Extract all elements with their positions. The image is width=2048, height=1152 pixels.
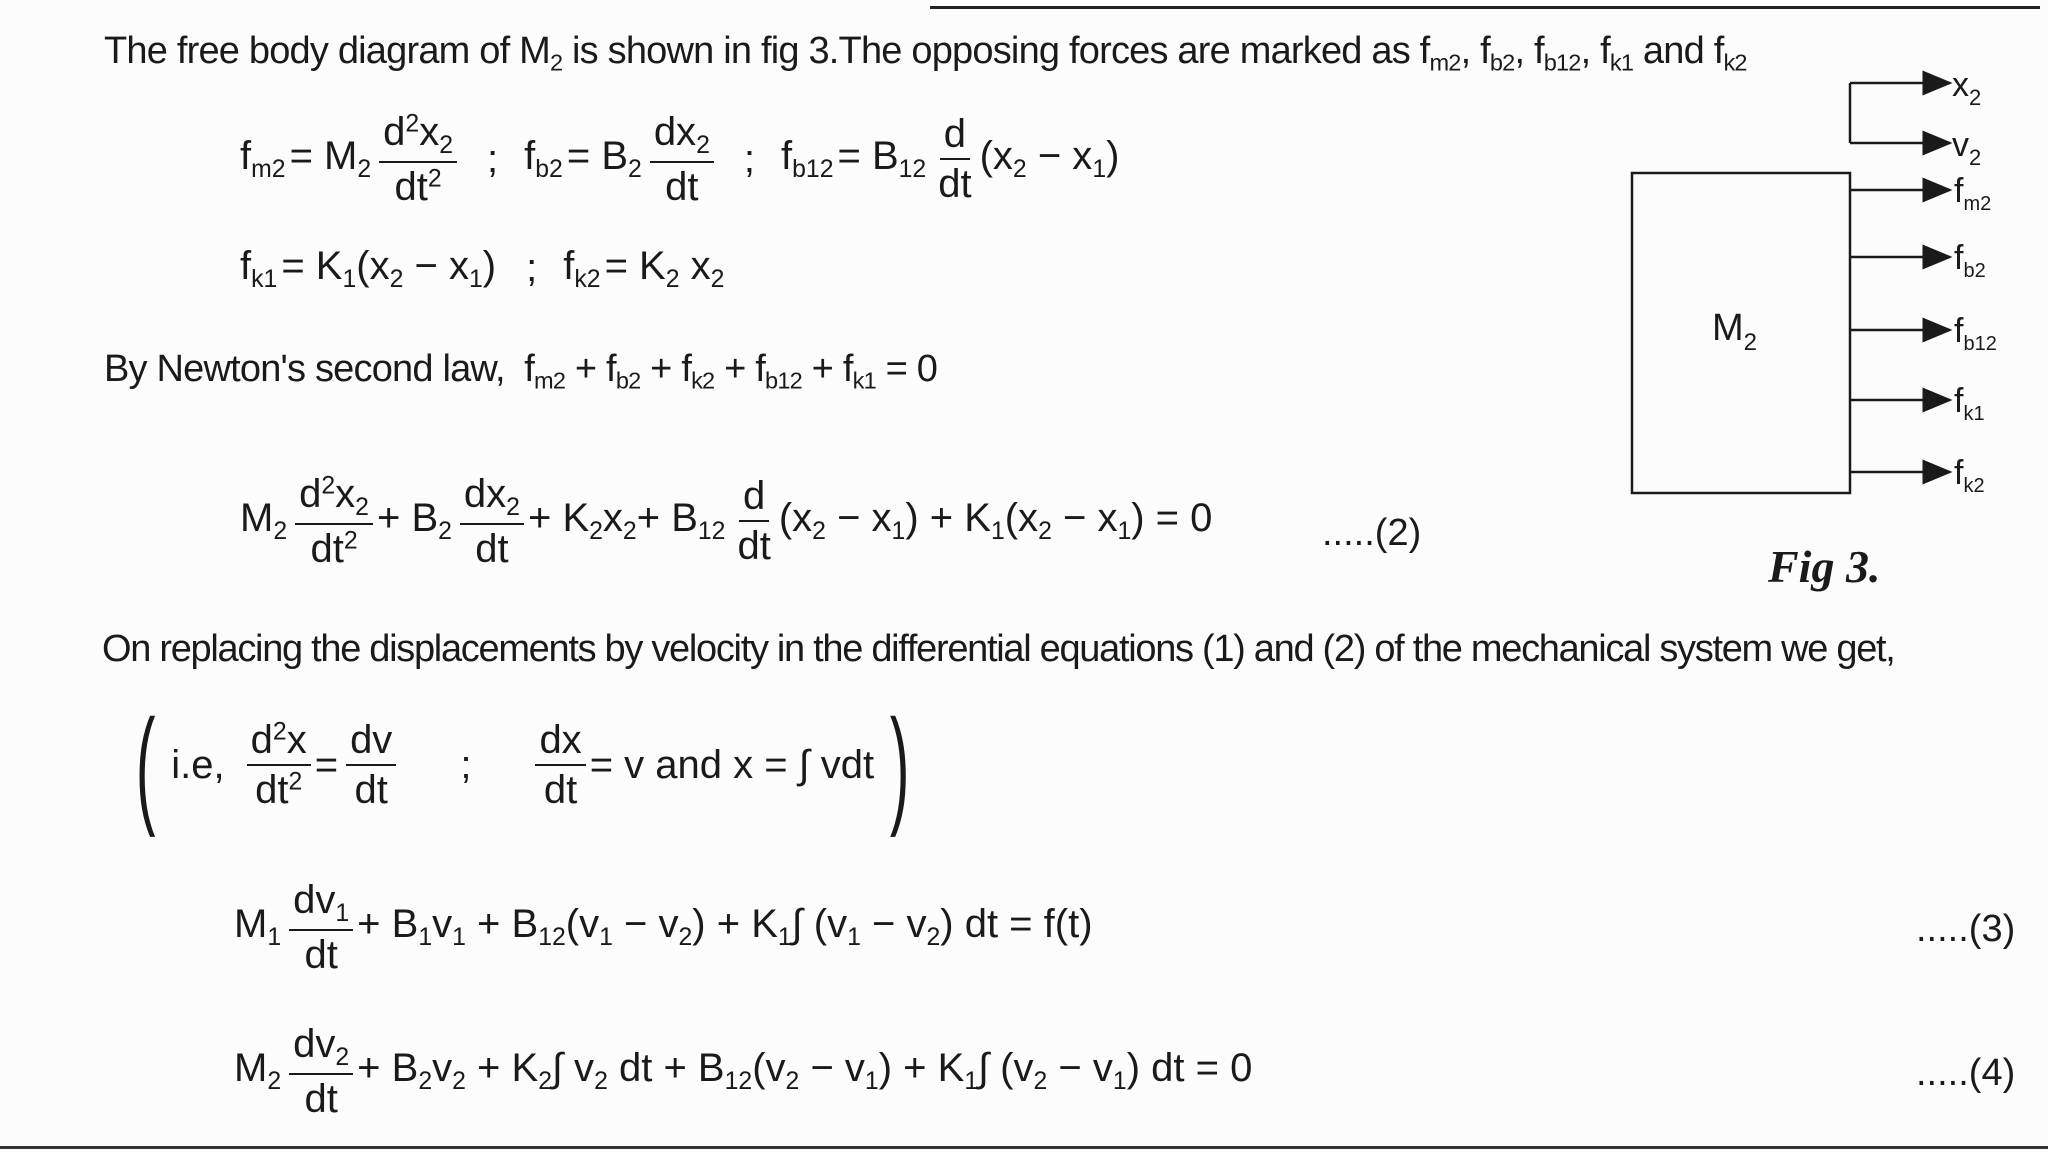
- force-definitions-row-1: [240, 108, 1123, 211]
- eq2-frac-3: $\frac{d}{dt}$: [737, 474, 771, 569]
- ie-frac-3: $\frac{dx}{dt}$: [535, 716, 585, 814]
- mass-label: $M_2$: [1712, 307, 1758, 356]
- ie-frac-1: $\frac{d^2x}{dt^2}$: [247, 716, 311, 814]
- equation-number-4: .....(4): [1916, 1052, 2016, 1094]
- fb12-lhs: $f_{b12}$: [780, 134, 834, 184]
- eq3-frac: $\frac{dv_1}{dt}$: [289, 876, 353, 979]
- figure-caption: Fig 3.: [1768, 541, 1881, 592]
- separator: ;: [743, 136, 755, 181]
- force-definitions-row-2: [240, 244, 728, 294]
- equation-4: $M_2$ $\frac{dv_2}{dt}$ + $B_2v_2 + K_2\int$ $v_2$ dt + $B_{12}(v_2 - v_1) + K_1\int$ $(v_2 - v_1)$ dt = 0: [234, 1022, 1253, 1121]
- force-label-b2: $f_{b2}$: [1954, 239, 1986, 282]
- fb2-fraction: $\frac{dx_2}{dt}$: [650, 108, 714, 211]
- ie-frac-2: $\frac{dv}{dt}$: [346, 716, 396, 814]
- free-body-diagram: [1620, 60, 2040, 510]
- eq4-frac: $\frac{dv_2}{dt}$: [289, 1020, 353, 1123]
- eq2-frac-2: $\frac{dx_2}{dt}$: [460, 470, 524, 573]
- separator: ;: [487, 136, 499, 181]
- replacement-paragraph: On replacing the displacements by velocity in the differential equations (1) and (2) of the mechanical system we get,: [102, 628, 1895, 670]
- force-label-m2: $f_{m2}$: [1954, 172, 1992, 215]
- equation-number-2: .....(2): [1322, 512, 1422, 554]
- eq2-frac-1: $\frac{d^2x_2}{dt^2}$: [295, 470, 373, 573]
- force-label-b12: $f_{b12}$: [1954, 312, 1997, 355]
- top-rule: [930, 6, 2040, 9]
- newton-law-line: By Newton's second law, $f_{m2} + f_{b2} + f_{k2} + f_{b12} + f_{k1} = 0$: [104, 348, 938, 394]
- v2-label: $v_2$: [1952, 126, 1982, 170]
- equation-3: $M_1$ $\frac{dv_1}{dt}$ + $B_1v_1 + B_{12}(v_1 - v_2) + K_1\int$ $(v_1 - v_2)$ dt = f(t): [234, 878, 1093, 977]
- fk2-rhs: = $K_2$ $x_2$: [604, 244, 725, 293]
- fk1-rhs: = $K_1(x_2 - x_1)$: [281, 244, 497, 293]
- fm2-fraction: $\frac{d^2x_2}{dt^2}$: [379, 108, 457, 211]
- right-paren: ): [890, 692, 910, 838]
- force-label-k2: $f_{k2}$: [1954, 454, 1985, 497]
- left-paren: (: [135, 692, 156, 838]
- equation-number-3: .....(3): [1916, 908, 2016, 950]
- fb12-rhs: = $B_{12}$: [837, 134, 927, 184]
- fk1-lhs: $f_{k1}$: [240, 244, 278, 293]
- force-label-k1: $f_{k1}$: [1954, 382, 1985, 425]
- separator: ;: [460, 742, 472, 787]
- equation-2: $M_2$ $\frac{d^2x_2}{dt^2}$ + $B_2$ $\frac{dx_2}{dt}$ + $K_2x_2+ B_{12}$ $\frac{d}{dt}$ $(x_2 - x_1) + K_1(x_2 - x_1) = 0$: [240, 472, 1213, 571]
- fm2-lhs: $f_{m2}$: [240, 134, 286, 184]
- x2-label: $x_2$: [1952, 66, 1982, 110]
- fb12-fraction: $\frac{d}{dt}$: [938, 112, 972, 207]
- fb2-lhs: $f_{b2}$: [524, 134, 563, 184]
- bottom-rule: [0, 1146, 2048, 1149]
- fm2-rhs: = $M_2$: [289, 134, 372, 184]
- ie-relations: ( i.e, $\frac{d^2x}{dt^2}$ = $\frac{dv}{dt}$ ; $\frac{dx}{dt}$ = v and x = ∫ vdt ): [135, 692, 910, 838]
- fb12-tail: $(x_2 - x_1)$: [979, 134, 1120, 184]
- force-arrows: [1850, 172, 1997, 497]
- fb2-rhs: = $B_2$: [566, 134, 642, 184]
- separator: ;: [526, 246, 538, 291]
- fk2-lhs: $f_{k2}$: [563, 244, 601, 293]
- intro-paragraph: The free body diagram of $M_2$ is shown in fig 3.The opposing forces are marked as $f_{m2}$, $f_{b2}$, $f_{b12}$, $f_{k1}$ and $f_{k2}$: [104, 30, 1747, 76]
